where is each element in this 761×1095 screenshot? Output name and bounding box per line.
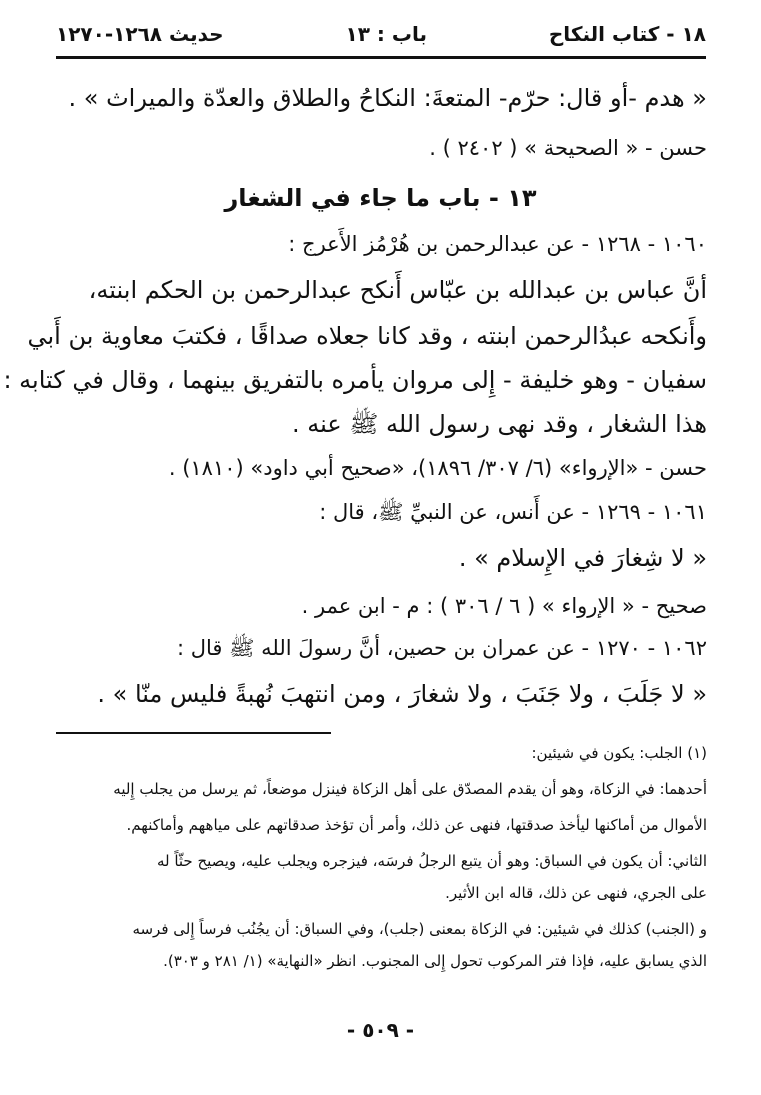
hadith-1267-ending: « هدم -أو قال: حرّم- المتعةَ: النكاحُ والطلاق والعدّة والميراث » . [68,84,707,112]
grade-line: حسن - «الإرواء» (٦/ ٣٠٧/ ١٨٩٦)، «صحيح أبي داود» (١٨١٠) . [168,456,707,480]
hadith-1270-text: « لا جَلَبَ ، ولا جَنَبَ ، ولا شغارَ ، ومن انتهبَ نُهبةً فليس منّا » . [97,680,707,708]
header-divider [56,56,706,59]
hadith-1270-intro: ١٠٦٢ - ١٢٧٠ - عن عمران بن حصين، أنَّ رسولَ الله ﷺ قال : [176,636,707,660]
grade-line: صحيح - « الإرواء » ( ٦ / ٣٠٦ ) : م - ابن عمر . [301,594,707,618]
hadith-1268-text: أنَّ عباس بن عبدالله بن عبّاس أَنكح عبدالرحمن بن الحكم ابنته، [88,276,707,304]
footnote-line: و (الجنب) كذلك في شيئين: في الزكاة بمعنى (جلب)، وفي السباق: أن يجُنُب فرساً إِلى فرسه [132,920,707,938]
hadith-1268-text: سفيان - وهو خليفة - إِلى مروان يأمره بالتفريق بينهما ، وقال في كتابه : [3,366,707,394]
hadith-1269-text: « لا شِغارَ في الإِسلام » . [458,544,707,572]
hadith-range: حديث ١٢٦٨-١٢٧٠ [56,22,224,46]
hadith-1268-text: هذا الشغار ، وقد نهى رسول الله ﷺ عنه . [292,410,707,438]
hadith-1268-text: وأَنكحه عبدُالرحمن ابنته ، وقد كانا جعلاه صداقًا ، فكتبَ معاوية بن أَبي [27,322,707,350]
footnote-line: على الجري، فنهى عن ذلك، قاله ابن الأثير. [445,884,707,902]
grade-line: حسن - « الصحيحة » ( ٢٤٠٢ ) . [429,136,707,160]
footnote-line: الثاني: أن يكون في السباق: وهو أن يتبع الرجلُ فرسَه، فيزجره ويجلب عليه، ويصيح حثّاً له [156,852,707,870]
hadith-1268-intro: ١٠٦٠ - ١٢٦٨ - عن عبدالرحمن بن هُرْمُز الأَعرج : [288,232,707,256]
running-header [56,14,706,54]
chapter-title: ١٣ - باب ما جاء في الشغار [224,184,537,212]
book-title: ١٨ - كتاب النكاح [548,22,706,46]
footnote-line: (١) الجلب: يكون في شيئين: [531,744,707,762]
page-number: - ٥٠٩ - [346,1018,415,1042]
chapter-number: باب : ١٣ [345,22,427,46]
footnote-line: الأموال من أماكنها ليأخذ صدقتها، فنهى عن ذلك، وأمر أن تؤخذ صدقاتهم على مياههم وأماكنهم. [126,816,707,834]
footnote-divider [56,732,331,734]
footnote-line: أحدهما: في الزكاة، وهو أن يقدم المصدّق على أهل الزكاة فينزل موضعاً، ثم يرسل من يجلب إِليه [113,780,707,798]
hadith-1269-intro: ١٠٦١ - ١٢٦٩ - عن أَنس، عن النبيِّ ﷺ، قال : [319,500,707,524]
footnote-line: الذي يسابق عليه، فإذا فتر المركوب تحول إِلى المجنوب. انظر «النهاية» (١/ ٢٨١ و ٣٠٣). [163,952,707,970]
